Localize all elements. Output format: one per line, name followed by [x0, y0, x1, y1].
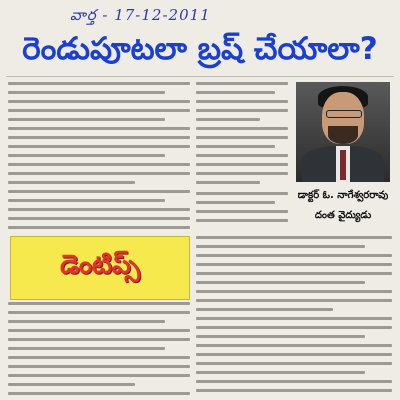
- body-column-middle-lower: [196, 192, 288, 232]
- headline-divider: [6, 76, 394, 77]
- body-column-middle: [196, 82, 288, 192]
- author-name: డాక్టర్ ఓ. నాగేశ్వరరావు: [297, 190, 389, 201]
- body-column-right-bottom: [196, 236, 392, 398]
- dental-tips-banner: [10, 236, 190, 300]
- author-photo: [296, 82, 390, 182]
- banner-text: డెంటిప్స్: [59, 250, 140, 280]
- author-role: దంత వైద్యుడు: [314, 210, 372, 221]
- body-column-left-bottom: [8, 302, 190, 398]
- handwritten-date: వార్త - 17-12-2011: [70, 6, 211, 24]
- article-headline: రెండుపూటలా బ్రష్ చేయాలా?: [22, 31, 378, 67]
- body-column-left-top: [8, 82, 190, 230]
- author-byline: [292, 186, 394, 230]
